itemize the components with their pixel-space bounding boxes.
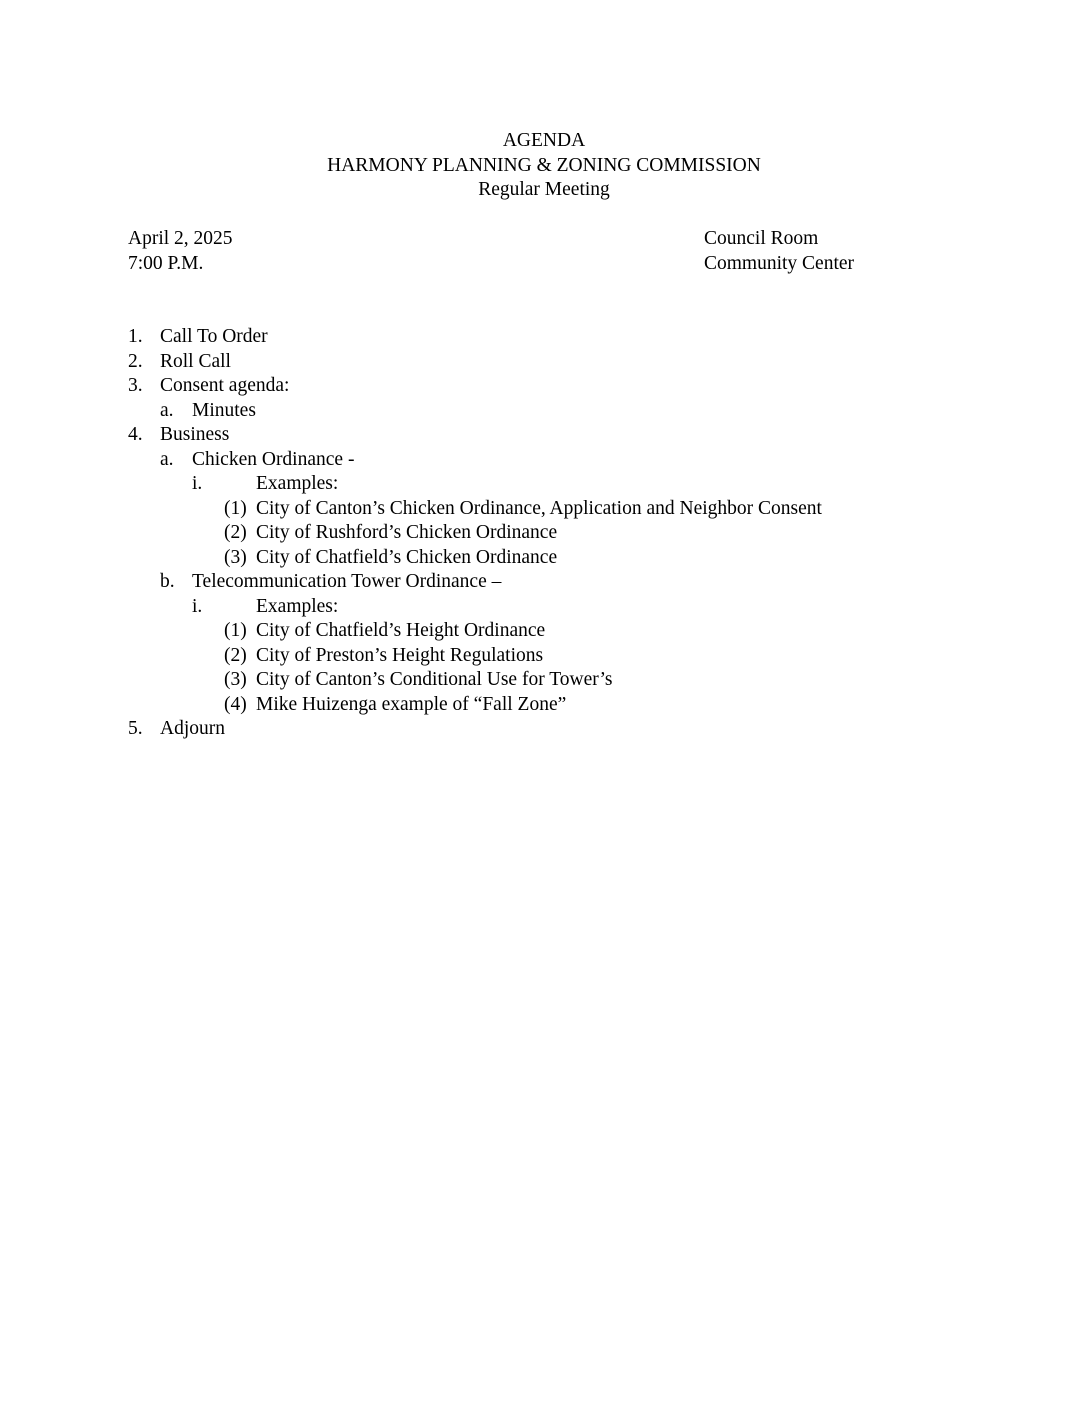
agenda-example-item [0,497,1088,522]
item-text: City of Rushford’s Chicken Ordinance [256,522,558,543]
item-number: 1. [128,326,143,347]
item-text: Examples: [256,473,339,494]
item-text: Chicken Ordinance - [192,448,355,470]
item-text: Telecommunication Tower Ordinance – [192,571,502,592]
item-number: i. [192,473,203,494]
item-number: a. [160,448,174,470]
agenda-list [0,325,1088,742]
item-text: Roll Call [160,350,231,372]
item-number: (2) [224,644,247,666]
agenda-examples-heading [0,595,1088,620]
item-number: (3) [224,669,247,690]
meeting-location: Community Center [704,253,855,274]
agenda-example-item [0,521,1088,546]
item-number: (1) [224,620,247,641]
item-number: 5. [128,718,143,739]
agenda-examples-heading [0,472,1088,497]
item-text: Adjourn [160,718,225,739]
item-text: Call To Order [160,326,268,347]
item-text: City of Canton’s Conditional Use for Tower’s [256,669,613,690]
agenda-example-item [0,693,1088,718]
item-text: City of Chatfield’s Height Ordinance [256,620,546,641]
agenda-item-business [0,423,1088,448]
agenda-subitem-chicken-ordinance [0,448,1088,473]
item-text: Consent agenda: [160,375,290,396]
item-number: (4) [224,693,247,715]
item-number: 4. [128,424,143,445]
agenda-item-adjourn [0,717,1088,742]
item-text: City of Preston’s Height Regulations [256,644,544,666]
item-number: b. [160,571,175,592]
commission-name: HARMONY PLANNING & ZONING COMMISSION [327,154,761,176]
item-number: a. [160,399,174,421]
item-text: Mike Huizenga example of “Fall Zone” [256,693,567,715]
agenda-item-consent-agenda [0,374,1088,399]
item-number: (3) [224,546,247,568]
agenda-header [0,129,1088,203]
agenda-item-call-to-order [0,325,1088,350]
item-number: (1) [224,497,247,519]
document-title: AGENDA [502,130,586,151]
item-text: Examples: [256,595,339,617]
meeting-room: Council Room [704,228,819,249]
agenda-example-item [0,546,1088,571]
agenda-example-item [0,644,1088,669]
item-text: Business [160,424,230,445]
item-number: (2) [224,522,247,543]
agenda-subitem-minutes [0,399,1088,424]
item-number: i. [192,595,203,617]
agenda-subitem-tower-ordinance [0,570,1088,595]
meeting-place [704,227,854,277]
agenda-example-item [0,619,1088,644]
item-number: 2. [128,350,143,372]
item-text: Minutes [192,399,256,421]
meeting-type: Regular Meeting [478,179,610,200]
item-text: City of Canton’s Chicken Ordinance, Application and Neighbor Consent [256,497,822,519]
agenda-example-item [0,668,1088,693]
meeting-datetime [128,227,233,277]
meeting-time: 7:00 P.M. [128,253,204,274]
agenda-item-roll-call [0,350,1088,375]
meeting-date: April 2, 2025 [128,228,233,249]
item-number: 3. [128,375,143,396]
item-text: City of Chatfield’s Chicken Ordinance [256,546,558,568]
